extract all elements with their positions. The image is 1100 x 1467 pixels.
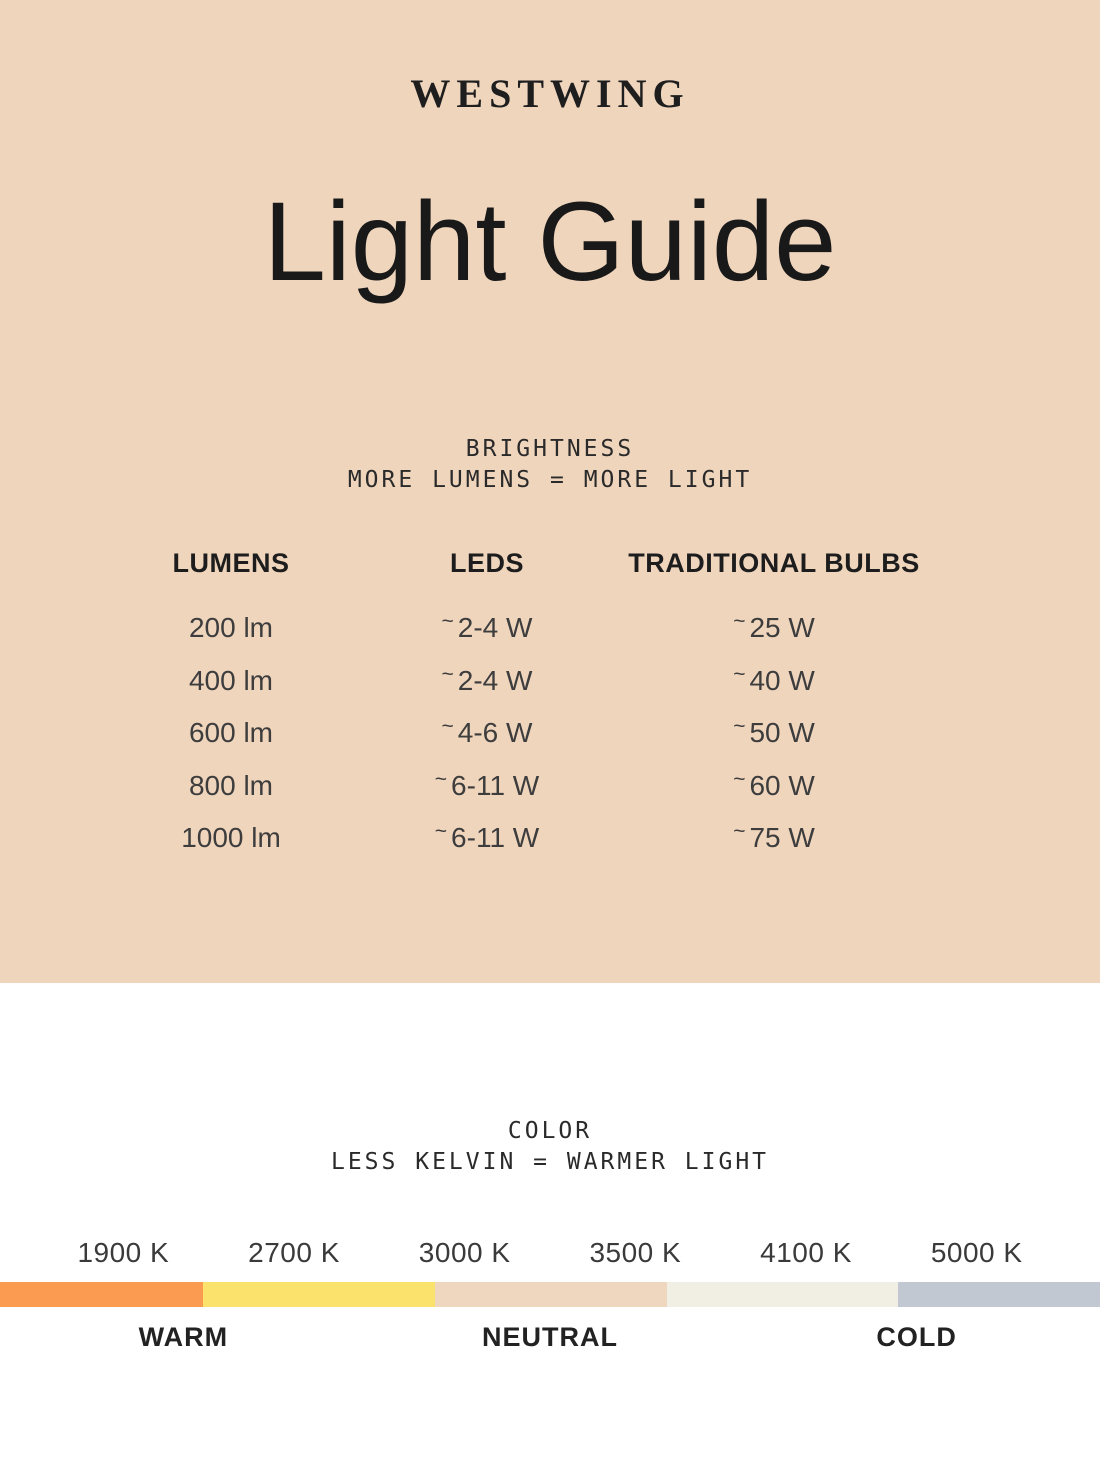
column-lumens bbox=[173, 546, 290, 865]
leds-cell bbox=[435, 655, 539, 708]
color-intro bbox=[0, 983, 1100, 1178]
color-temperature-section bbox=[0, 983, 1100, 1467]
lumens-cell: 200 lm bbox=[188, 612, 274, 643]
bulbs-cell bbox=[628, 760, 920, 813]
brand-logo: WESTWING bbox=[410, 71, 690, 116]
lumens-cell: 800 lm bbox=[188, 769, 274, 801]
brightness-intro bbox=[0, 434, 1100, 496]
bulbs-cell bbox=[628, 655, 920, 708]
bulbs-cell bbox=[628, 602, 920, 655]
leds-cell bbox=[435, 760, 539, 813]
leds-value: 2-4 W bbox=[457, 664, 533, 696]
color-bar-segment-neutral-peach bbox=[435, 1282, 667, 1307]
approx-symbol: ~ bbox=[441, 662, 454, 686]
color-bar-segment-warm-yellow bbox=[203, 1282, 435, 1307]
approx-symbol: ~ bbox=[434, 820, 448, 844]
approx-symbol: ~ bbox=[441, 715, 454, 739]
color-bar-segment-neutral-cream bbox=[667, 1282, 898, 1307]
zone-label-cold: COLD bbox=[876, 1322, 957, 1352]
bulbs-value: 60 W bbox=[749, 769, 815, 801]
leds-value: 4-6 W bbox=[457, 717, 533, 748]
bulbs-value: 50 W bbox=[749, 717, 815, 748]
bulbs-cell bbox=[628, 707, 920, 760]
leds-value: 6-11 W bbox=[451, 769, 540, 801]
lumens-cell: 1000 lm bbox=[181, 822, 281, 853]
kelvin-label: 2700 K bbox=[248, 1237, 340, 1268]
leds-cell bbox=[435, 812, 539, 865]
leds-value: 2-4 W bbox=[457, 612, 533, 643]
brightness-subheading: MORE LUMENS = MORE LIGHT bbox=[347, 467, 753, 493]
column-leds bbox=[435, 546, 539, 865]
bulbs-value: 25 W bbox=[749, 612, 815, 643]
bulbs-cell bbox=[628, 812, 920, 865]
color-subheading: LESS KELVIN = WARMER LIGHT bbox=[330, 1149, 770, 1175]
color-bar-segment-warm-orange bbox=[0, 1282, 203, 1307]
bulbs-value: 75 W bbox=[749, 822, 815, 853]
column-traditional-bulbs bbox=[628, 546, 920, 865]
kelvin-label: 4100 K bbox=[760, 1237, 852, 1268]
approx-symbol: ~ bbox=[434, 767, 448, 791]
page-title: Light Guide bbox=[263, 179, 837, 304]
zone-labels bbox=[0, 1320, 1100, 1354]
color-bar-segment-cold-bluegray bbox=[898, 1282, 1100, 1307]
approx-symbol: ~ bbox=[733, 767, 746, 791]
color-temperature-bar bbox=[0, 1282, 1100, 1307]
kelvin-scale bbox=[0, 1238, 1100, 1268]
kelvin-label: 3500 K bbox=[589, 1237, 682, 1268]
bulbs-value: 40 W bbox=[749, 664, 815, 696]
approx-symbol: ~ bbox=[733, 715, 746, 739]
lumens-cell: 400 lm bbox=[188, 664, 274, 696]
column-header-leds: LEDS bbox=[449, 548, 524, 578]
brightness-heading: BRIGHTNESS bbox=[465, 436, 635, 462]
lumens-cell: 600 lm bbox=[188, 717, 274, 748]
leds-value: 6-11 W bbox=[451, 822, 540, 853]
kelvin-label: 1900 K bbox=[77, 1237, 170, 1268]
column-header-lumens: LUMENS bbox=[172, 548, 290, 578]
zone-label-neutral: NEUTRAL bbox=[482, 1322, 618, 1352]
approx-symbol: ~ bbox=[441, 610, 454, 634]
kelvin-label: 5000 K bbox=[930, 1237, 1023, 1268]
brightness-table bbox=[0, 546, 1100, 876]
leds-cell bbox=[435, 602, 539, 655]
approx-symbol: ~ bbox=[733, 820, 746, 844]
color-heading: COLOR bbox=[507, 1118, 593, 1144]
column-header-traditional-bulbs: TRADITIONAL BULBS bbox=[628, 548, 920, 578]
leds-cell bbox=[435, 707, 539, 760]
kelvin-label: 3000 K bbox=[418, 1237, 511, 1268]
approx-symbol: ~ bbox=[733, 610, 746, 634]
zone-label-warm: WARM bbox=[138, 1322, 229, 1352]
approx-symbol: ~ bbox=[733, 662, 746, 686]
